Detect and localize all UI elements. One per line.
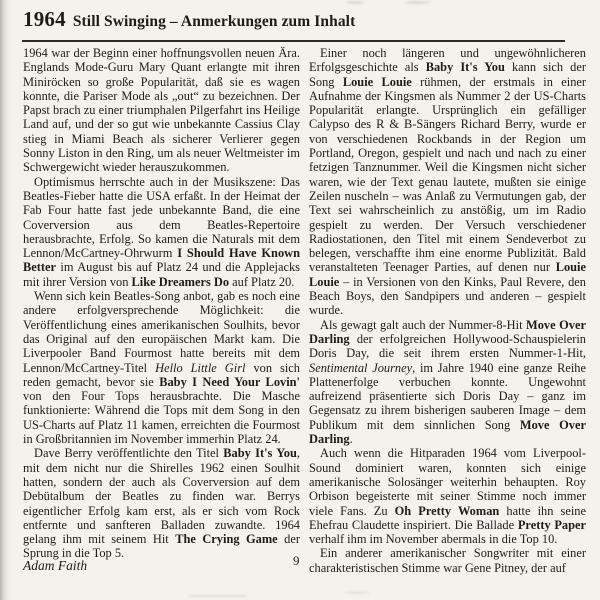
scan-artifact xyxy=(188,595,246,597)
text-run: Wenn sich kein Beatles-Song anbot, gab es noch eine andere erfolgversprechende Möglichkeit: die Veröffentlichung eines amerikanischen Soulhits, bevor das Original auf den europäischen Markt kam. Die Liverpooler Band Fourmost hatte bereits mit dem Lennon/McCartney-Titel xyxy=(23,289,300,375)
text-run: von sich reden gemacht, bevor sie xyxy=(23,360,301,389)
text-run: Ein anderer amerikanischer Songwriter mit einer charakteristischen Stimme war Gene Pitney, der auf xyxy=(309,546,586,575)
scan-artifact xyxy=(404,1,430,4)
left-column xyxy=(23,46,300,575)
right-column xyxy=(309,46,586,575)
song-title: Oh Pretty Woman xyxy=(394,503,500,518)
header-rule xyxy=(22,40,565,42)
song-title: Move Over Darling xyxy=(309,417,586,447)
paragraph xyxy=(309,546,586,575)
paragraph xyxy=(309,446,586,546)
text-run: Auch wenn die Hitparaden 1964 vom Liverpool-Sound dominiert waren, konnten sich einige amerikanische Solosänger weiterhin behaupten. Roy Orbison begeisterte mit seiner Stimme noch immer viele Fans. Zu xyxy=(309,446,586,518)
paragraph xyxy=(309,46,586,318)
text-run: Optimismus herrschte auch in der Musikszene: Das Beatles-Fieber hatte die USA erfaßt. In der Heimat der Fab Four hatte fast jede unbekannte Band, die eine Coverversion aus dem Beatles-Repertoire herausbrachte, Erfolg. So kamen die Naturals mit dem Lennon/McCartney-Ohrwurm xyxy=(23,174,300,261)
text-run: der erfolgreichen Hollywood-Schauspielerin Doris Day, die seit ihrem ersten Nummer-1-Hit, xyxy=(309,331,586,361)
text-run: von den Four Tops herausbrachte. Die Masche funktionierte: Während die Tops mit dem Song in den US-Charts auf Platz 11 kamen, erreichten die Fourmost in Großbritannien im November immerhin Platz 24. xyxy=(23,389,300,447)
text-run: auf Platz 20. xyxy=(229,274,295,289)
page-number: 9 xyxy=(293,553,300,568)
scan-artifact xyxy=(346,1,364,4)
paragraph xyxy=(23,175,300,289)
page-header xyxy=(23,7,580,32)
text-run: verhalf ihm im November abermals in die Top 10. xyxy=(309,532,558,547)
text-run: , im Jahre 1940 eine ganze Reihe Plattenerfolge verbuchen konnte. Ungewohnt aufreizend präsentierte sich Doris Day – ganz im Gegensatz zu ihrem bisherigen sauberen Image – dem Publikum mit dem sinnlichen Song xyxy=(309,360,586,432)
text-run: 1964 war der Beginn einer hoffnungsvollen neuen Ära. Englands Mode-Guru Mary Quant erlangte mit ihren Miniröcken so große Popularität, daß sie es wagen konnte, die Pariser Mode als „out“ zu bezeichnen. Der Papst brach zu einer triumphalen Pilgerfahrt ins Heilige Land auf, und der so gut wie unbekannte Cassius Clay stieg in Miami Beach als sicherer Verlierer gegen Sonny Liston in den Ring, um als neuer Weltmeister im Schwergewicht wieder herauszukommen. xyxy=(23,46,300,175)
text-run: Als gewagt galt auch der Nummer-8-Hit xyxy=(320,317,527,332)
song-title: Like Dreamers Do xyxy=(131,274,230,289)
text-run: der Sprung in die Top 5. xyxy=(23,532,300,561)
scan-edge-shadow xyxy=(0,0,14,600)
paragraph xyxy=(23,46,300,175)
text-run: Einer noch längeren und ungewöhnlicheren Erfolgsgeschichte als xyxy=(309,46,586,75)
song-title: Move Over Darling xyxy=(309,317,586,346)
song-title: Sentimental Journey xyxy=(309,360,413,375)
page-title: Still Swinging – Anmerkungen zum Inhalt xyxy=(72,13,356,30)
text-run: kann sich der Song xyxy=(309,60,586,89)
text-run: Dave Berry veröffentlichte den Titel xyxy=(34,446,224,461)
song-title: Baby It's You xyxy=(223,446,297,461)
song-title: Baby I Need Your Lovin' xyxy=(159,374,300,389)
text-run: , mit dem nicht nur die Shirelles 1962 einen Soulhit hatten, sondern der auch als Coverversion auf dem Debütalbum der Beatles zu finden war. Berrys eigentlicher Erfolg kam erst, als er sich vom Rock entfernte und sanfteren Balladen zuwandte. 1964 gelang ihm mit seinem Hit xyxy=(23,446,300,547)
song-title: Louie Louie xyxy=(309,260,586,289)
text-columns xyxy=(23,46,586,575)
song-title: Pretty Paper xyxy=(517,517,587,532)
text-run: – in Versionen von den Kinks, Paul Revere, den Beach Boys, den Sandpipers und anderen – gespielt wurde. xyxy=(309,274,586,318)
scan-artifact xyxy=(344,591,370,594)
text-run: hatte ihn seine Ehefrau Claudette inspiriert. Die Ballade xyxy=(309,503,586,532)
paragraph xyxy=(23,289,300,446)
song-title: Hello Little Girl xyxy=(155,360,246,375)
text-run: im August bis auf Platz 24 und die Applejacks mit ihrer Version von xyxy=(23,260,300,289)
paragraph xyxy=(309,318,586,447)
text-run: . xyxy=(349,432,353,447)
text-run: rühmen, der erstmals in einer Aufnahme der Kingsmen als Nummer 2 der US-Charts Popularität erlangte. Ursprünglich ein gefälliger Calypso des R & B-Sängers Richard Berry, wurde er von verschiedenen Rockbands in der Region um Portland, Oregon, gespielt und nach und nach zu einer fetzigen Tanznummer. Weil die Kingsmen nicht sicher waren, wie der Text genau lautete, mußten sie einige Zeilen nuscheln – was Anlaß zu Vermutungen gab, der Text sei wahrscheinlich zu anstößig, um im Radio gespielt zu werden. Der Versuch verschiedener Radiostationen, den Titel mit einem Sendeverbot zu belegen, verschaffte ihm eine enorme Publizität. Bald veranstalteten Teenager Parties, auf denen nur xyxy=(309,74,587,275)
song-title: The Crying Game xyxy=(175,532,278,547)
header-year: 1964 xyxy=(23,7,66,31)
song-title: Baby It's You xyxy=(425,60,505,75)
author-credit: Adam Faith xyxy=(23,558,88,573)
song-title: I Should Have Known Better xyxy=(23,246,300,275)
song-title: Louie Louie xyxy=(342,74,412,89)
paragraph xyxy=(23,446,300,560)
